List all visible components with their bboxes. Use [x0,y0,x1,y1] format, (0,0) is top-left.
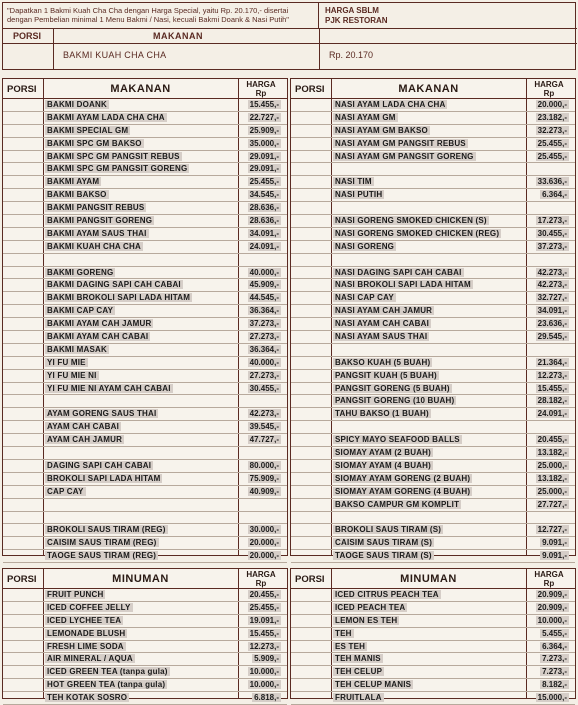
item-price: 32.727,- [537,293,567,303]
menu-row [3,125,287,138]
menu-row [291,279,575,292]
menu-row [291,499,575,512]
item-name: BAKMI PANGSIT GORENG [47,216,153,226]
item-price: 37.273,- [249,319,279,329]
menu-row [291,460,575,473]
menu-row [3,499,287,512]
item-name: NASI GORENG SMOKED CHICKEN (S) [335,216,487,226]
item-price: 27.273,- [249,332,279,342]
menu-row [3,421,287,434]
item-name: NASI AYAM GM PANGSIT GORENG [335,151,474,161]
item-name: NASI GORENG [335,241,395,251]
item-name: BAKMI AYAM CAH JAMUR [47,319,152,329]
item-name: ICED GREEN TEA (tanpa gula) [47,667,168,677]
minuman-header: MINUMAN [400,573,457,585]
item-price: 42.273,- [537,280,567,290]
item-price: 20.000,- [249,551,279,561]
menu-row [291,189,575,202]
item-name: CAISIM SAUS TIRAM (REG) [47,538,157,548]
menu-row [3,473,287,486]
item-name: ICED LYCHEE TEA [47,615,122,625]
item-price: 5.455,- [542,628,567,638]
item-price: 13.182,- [537,473,567,483]
item-price: 30.000,- [249,525,279,535]
item-price: 10.000,- [249,667,279,677]
item-name: NASI GORENG SMOKED CHICKEN (REG) [335,228,500,238]
item-price: 20.909,- [537,590,567,599]
menu-row [291,653,575,666]
item-price: 25.455,- [537,138,567,148]
item-name: BAKMI BAKSO [47,190,107,200]
item-price: 30.455,- [537,228,567,238]
item-name: TEH CELUP MANIS [335,680,412,690]
item-name: BAKMI MASAK [47,344,107,354]
promo-text [3,3,319,29]
item-name: NASI PUTIH [335,190,383,200]
menu-row [291,215,575,228]
menu-row [291,331,575,344]
item-price: 32.273,- [537,125,567,135]
menu-row [3,344,287,357]
special-item-name: BAKMI KUAH CHA CHA [63,50,167,60]
menu-row [3,434,287,447]
menu-row [3,408,287,421]
item-price: 25.455,- [537,151,567,161]
menu-row [291,138,575,151]
item-price: 36.364,- [249,306,279,316]
item-price: 20.455,- [537,435,567,445]
item-name: TAOGE SAUS TIRAM (REG) [47,551,157,561]
harga-header [239,80,283,98]
item-name: CAP CAY [47,486,84,496]
item-price: 42.273,- [249,409,279,419]
item-price: 37.273,- [537,241,567,251]
item-name: NASI AYAM GM [335,112,396,122]
menu-row [3,524,287,537]
table-header [3,569,287,589]
table-header [291,79,575,99]
menu-row [3,292,287,305]
menu-row [291,163,575,176]
item-name: BAKMI AYAM CAH CABAI [47,332,149,342]
menu-row [3,550,287,563]
item-price: 29.091,- [249,164,279,174]
item-price: 40.000,- [249,267,279,277]
item-price: 9.091,- [542,551,567,561]
menu-row [291,602,575,615]
rp-label: Rp [255,89,267,98]
item-name: YI FU MIE NI AYAM CAH CABAI [47,383,171,393]
menu-row [3,305,287,318]
menu-rows [3,589,287,705]
item-price: 45.909,- [249,280,279,290]
item-name: LEMONADE BLUSH [47,628,126,638]
menu-row [291,292,575,305]
menu-row [291,408,575,421]
harga-header [239,570,283,588]
item-name: NASI AYAM GM BAKSO [335,125,428,135]
item-price: 20.455,- [249,590,279,599]
item-price: 15.455,- [249,628,279,638]
menu-row [3,138,287,151]
menu-row [3,241,287,254]
item-price: 24.091,- [249,241,279,251]
item-name: LEMON ES TEH [335,615,398,625]
menu-row [3,628,287,641]
item-name: YI FU MIE NI [47,370,97,380]
item-price: 40.909,- [249,486,279,496]
drink-table-left [2,568,288,703]
menu-row [3,641,287,654]
item-price: 15.455,- [249,100,279,109]
item-name: BAKMI SPECIAL GM [47,125,129,135]
minuman-header: MINUMAN [112,573,169,585]
menu-row [3,151,287,164]
menu-row [291,202,575,215]
item-price: 7.273,- [542,654,567,664]
price-label-line-1: HARGA SBLM [325,6,379,15]
table-header [3,79,287,99]
special-item-price: Rp. 20.170 [329,50,374,60]
item-price: 25.000,- [537,486,567,496]
item-price: 34.545,- [249,190,279,200]
menu-row [291,512,575,525]
item-name: BAKMI DAGING SAPI CAH CABAI [47,280,181,290]
menu-row [291,151,575,164]
menu-row [3,202,287,215]
item-name: BAKSO KUAH (5 BUAH) [335,357,431,367]
item-name: AYAM CAH JAMUR [47,435,123,445]
menu-row [3,512,287,525]
menu-row [3,176,287,189]
item-name: FRESH LIME SODA [47,641,124,651]
item-price: 20.000,- [249,538,279,548]
rp-label: Rp [543,579,555,588]
harga-label: HARGA [534,80,564,89]
menu-row [3,653,287,666]
menu-row [291,99,575,112]
item-price: 30.455,- [249,383,279,393]
item-price: 27.727,- [537,499,567,509]
menu-row [3,447,287,460]
item-price: 35.000,- [249,138,279,148]
item-name: NASI AYAM CAH JAMUR [335,306,433,316]
menu-row [291,344,575,357]
item-name: SIOMAY AYAM (2 BUAH) [335,448,432,458]
item-name: BAKMI GORENG [47,267,114,277]
divider [319,29,320,69]
item-price: 13.182,- [537,448,567,458]
item-name: BAKMI SPC GM BAKSO [47,138,142,148]
menu-row [3,357,287,370]
menu-row [291,241,575,254]
makanan-header: MAKANAN [153,31,203,41]
item-name: TEH MANIS [335,654,381,664]
menu-row [291,370,575,383]
item-name: NASI TIM [335,177,372,187]
rp-label: Rp [255,579,267,588]
item-price: 27.273,- [249,370,279,380]
item-name: BROKOLI SAUS TIRAM (REG) [47,525,166,535]
special-item-row [3,44,577,69]
item-price: 12.727,- [537,525,567,535]
item-price: 15.000,- [537,693,567,703]
item-price: 28.636,- [249,203,279,213]
item-name: CAISIM SAUS TIRAM (S) [335,538,433,548]
item-price: 44.545,- [249,293,279,303]
special-table-header [3,29,577,44]
porsi-header: PORSI [7,84,37,95]
item-name: BROKOLI SAPI LADA HITAM [47,473,161,483]
item-price: 28.182,- [537,396,567,406]
menu-row [291,447,575,460]
item-price: 40.000,- [249,357,279,367]
menu-row [3,460,287,473]
menu-row [3,395,287,408]
item-name: ES TEH [335,641,366,651]
item-name: BAKMI SPC GM PANGSIT REBUS [47,151,180,161]
item-price: 36.364,- [249,344,279,354]
item-name: NASI DAGING SAPI CAH CABAI [335,267,462,277]
item-name: NASI BROKOLI SAPI LADA HITAM [335,280,471,290]
item-price: 10.000,- [249,680,279,690]
price-label-line-2: PJK RESTORAN [325,16,388,25]
menu-row [291,589,575,602]
menu-row [291,176,575,189]
menu-row [291,112,575,125]
menu-row [3,383,287,396]
special-offer-header [2,2,576,70]
menu-row [3,318,287,331]
food-table-left [2,78,288,561]
menu-rows [291,589,575,705]
item-price: 17.273,- [537,216,567,226]
item-name: NASI AYAM CAH CABAI [335,319,430,329]
menu-row [3,112,287,125]
item-price: 39.545,- [249,422,279,432]
item-name: DAGING SAPI CAH CABAI [47,460,152,470]
item-price: 25.909,- [249,125,279,135]
item-name: TEH CELUP [335,667,383,677]
item-price: 25.000,- [537,460,567,470]
item-price: 22.727,- [249,112,279,122]
item-price: 33.636,- [537,177,567,187]
promo-line-2: dengan Pembelian minimal 1 Menu Bakmi / Nasi, kecuali Bakmi Doank & Nasi Putih" [7,15,289,24]
price-label [319,3,577,29]
item-price: 34.091,- [249,228,279,238]
menu-row [291,550,575,563]
menu-row [291,537,575,550]
item-name: AYAM GORENG SAUS THAI [47,409,157,419]
item-price: 25.455,- [249,602,279,612]
item-name: BAKMI KUAH CHA CHA [47,241,141,251]
porsi-header: PORSI [7,574,37,585]
item-name: BAKMI AYAM [47,177,100,187]
menu-row [291,615,575,628]
harga-header [527,570,571,588]
menu-row [3,370,287,383]
table-header [291,569,575,589]
item-name: FRUITLALA [335,693,382,703]
menu-row [291,692,575,705]
menu-row [291,254,575,267]
item-name: BAKMI AYAM LADA CHA CHA [47,112,165,122]
menu-row [3,679,287,692]
harga-header [527,80,571,98]
menu-row [3,99,287,112]
item-price: 20.909,- [537,602,567,612]
menu-row [3,267,287,280]
item-name: NASI AYAM GM PANGSIT REBUS [335,138,466,148]
item-price: 29.545,- [537,332,567,342]
porsi-header: PORSI [13,31,42,41]
food-table-right [290,78,576,561]
item-name: ICED CITRUS PEACH TEA [335,590,439,599]
item-name: NASI AYAM SAUS THAI [335,332,428,342]
item-name: BAKMI CAP CAY [47,306,114,316]
item-name: TEH KOTAK SOSRO [47,693,128,703]
menu-row [291,434,575,447]
item-price: 19.091,- [249,615,279,625]
porsi-header: PORSI [295,84,325,95]
item-name: BAKMI DOANK [47,100,107,109]
item-price: 12.273,- [537,370,567,380]
menu-row [3,215,287,228]
menu-row [291,357,575,370]
item-price: 9.091,- [542,538,567,548]
menu-row [291,421,575,434]
menu-row [291,383,575,396]
item-name: AIR MINERAL / AQUA [47,654,133,664]
item-name: BAKMI PANGSIT REBUS [47,203,145,213]
menu-row [3,254,287,267]
menu-rows [291,99,575,563]
menu-row [3,602,287,615]
item-name: TAOGE SAUS TIRAM (S) [335,551,432,561]
menu-row [291,395,575,408]
harga-label: HARGA [534,570,564,579]
menu-row [291,666,575,679]
menu-row [291,228,575,241]
item-name: ICED PEACH TEA [335,602,406,612]
item-name: BAKSO CAMPUR GM KOMPLIT [335,499,460,509]
menu-row [3,615,287,628]
item-name: BAKMI AYAM SAUS THAI [47,228,147,238]
menu-row [291,486,575,499]
item-price: 80.000,- [249,460,279,470]
item-price: 34.091,- [537,306,567,316]
item-price: 6.364,- [542,641,567,651]
item-name: TAHU BAKSO (1 BUAH) [335,409,429,419]
item-name: SPICY MAYO SEAFOOD BALLS [335,435,460,445]
menu-rows [3,99,287,563]
item-name: PANGSIT GORENG (10 BUAH) [335,396,455,406]
makanan-header: MAKANAN [110,83,171,95]
menu-row [3,163,287,176]
harga-label: HARGA [246,80,276,89]
item-name: FRUIT PUNCH [47,590,104,599]
item-price: 21.364,- [537,357,567,367]
item-name: TEH [335,628,352,638]
menu-row [291,628,575,641]
menu-row [291,125,575,138]
item-price: 42.273,- [537,267,567,277]
item-price: 8.182,- [542,680,567,690]
item-price: 10.000,- [537,615,567,625]
menu-row [3,692,287,705]
menu-row [291,473,575,486]
menu-row [3,537,287,550]
menu-row [291,524,575,537]
item-price: 28.636,- [249,216,279,226]
menu-row [291,641,575,654]
item-name: YI FU MIE [47,357,86,367]
divider [53,29,54,69]
menu-row [3,666,287,679]
item-price: 6.818,- [254,693,279,703]
item-price: 24.091,- [537,409,567,419]
item-name: BAKMI SPC GM PANGSIT GORENG [47,164,188,174]
item-price: 7.273,- [542,667,567,677]
item-name: HOT GREEN TEA (tanpa gula) [47,680,166,690]
menu-row [3,228,287,241]
item-name: SIOMAY AYAM GORENG (2 BUAH) [335,473,471,483]
item-name: NASI CAP CAY [335,293,394,303]
item-price: 5.909,- [254,654,279,664]
item-price: 20.000,- [537,100,567,109]
item-name: ICED COFFEE JELLY [47,602,131,612]
menu-row [3,486,287,499]
item-price: 75.909,- [249,473,279,483]
item-price: 47.727,- [249,435,279,445]
item-name: PANGSIT GORENG (5 BUAH) [335,383,450,393]
item-price: 25.455,- [249,177,279,187]
porsi-header: PORSI [295,574,325,585]
rp-label: Rp [543,89,555,98]
menu-row [3,189,287,202]
item-name: SIOMAY AYAM GORENG (4 BUAH) [335,486,471,496]
makanan-header: MAKANAN [398,83,459,95]
item-name: SIOMAY AYAM (4 BUAH) [335,460,432,470]
menu-row [3,279,287,292]
menu-row [3,589,287,602]
item-price: 15.455,- [537,383,567,393]
item-name: NASI AYAM LADA CHA CHA [335,100,446,109]
item-name: BAKMI BROKOLI SAPI LADA HITAM [47,293,191,303]
item-name: AYAM CAH CABAI [47,422,119,432]
promo-line-1: "Dapatkan 1 Bakmi Kuah Cha Cha dengan Harga Special, yaitu Rp. 20.170,- disertai [7,6,289,15]
item-price: 23.182,- [537,112,567,122]
item-price: 6.364,- [542,190,567,200]
item-name: BROKOLI SAUS TIRAM (S) [335,525,442,535]
menu-row [291,267,575,280]
menu-row [291,679,575,692]
menu-row [291,318,575,331]
item-name: PANGSIT KUAH (5 BUAH) [335,370,437,380]
harga-label: HARGA [246,570,276,579]
item-price: 12.273,- [249,641,279,651]
menu-row [3,331,287,344]
item-price: 29.091,- [249,151,279,161]
item-price: 23.636,- [537,319,567,329]
drink-table-right [290,568,576,703]
menu-row [291,305,575,318]
